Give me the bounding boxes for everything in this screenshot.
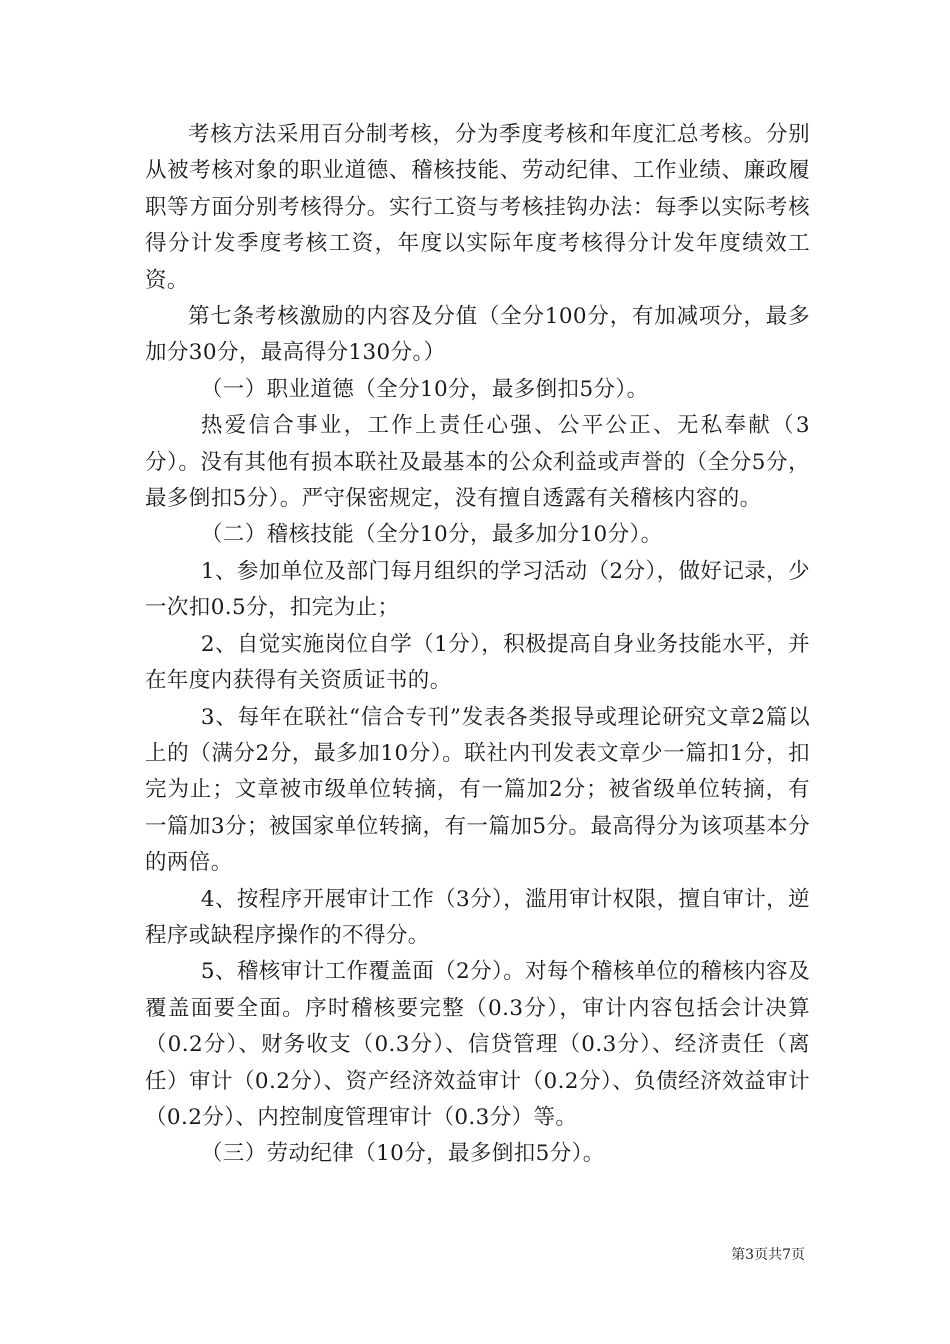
list-item-skills-3: 3、每年在联社“信合专刊”发表各类报导或理论研究文章2篇以上的（满分2分，最多加10分）。联社内刊发表文章少一篇扣1分，扣完为止；文章被市级单位转摘，有一篇加2分；被省级单位转摘，有一篇加3分；被国家单位转摘，有一篇加5分。最高得分为该项基本分的两倍。 xyxy=(145,704,810,876)
section-heading-audit-skills: （二）稽核技能（全分10分，最多加分10分）。 xyxy=(200,522,663,548)
paragraph-ethics-detail: 热爱信合事业，工作上责任心强、公平公正、无私奉献（3分）。没有其他有损本联社及最基本的公众利益或声誉的（全分5分，最多倒扣5分）。严守保密规定，没有擅自透露有关稽核内容的。 xyxy=(145,413,810,512)
list-item-skills-1: 1、参加单位及部门每月组织的学习活动（2分），做好记录，少一次扣0.5分，扣完为止； xyxy=(145,558,810,621)
section-heading-professional-ethics: （一）职业道德（全分10分，最多倒扣5分）。 xyxy=(200,376,649,402)
list-item-skills-2: 2、自觉实施岗位自学（1分），积极提高自身业务技能水平，并在年度内获得有关资质证书的。 xyxy=(145,631,810,694)
page-number: 第3页共7页 xyxy=(731,1247,805,1263)
list-item-skills-4: 4、按程序开展审计工作（3分），滥用审计权限，擅自审计，逆程序或缺程序操作的不得分。 xyxy=(145,886,810,948)
paragraph-article-7: 第七条考核激励的内容及分值（全分100分，有加减项分，最多加分30分，最高得分130分。） xyxy=(145,304,810,366)
document-body xyxy=(145,117,810,1173)
list-item-skills-5: 5、稽核审计工作覆盖面（2分）。对每个稽核单位的稽核内容及覆盖面要全面。序时稽核要完整（0.3分），审计内容包括会计决算（0.2分）、财务收支（0.3分）、信贷管理（0.3分）、经济责任（离任）审计（0.2分）、资产经济效益审计（0.2分）、负债经济效益审计（0.2分）、内控制度管理审计（0.3分）等。 xyxy=(145,959,810,1130)
paragraph-assessment-method: 考核方法采用百分制考核，分为季度考核和年度汇总考核。分别从被考核对象的职业道德、稽核技能、劳动纪律、工作业绩、廉政履职等方面分别考核得分。实行工资与考核挂钩办法：每季以实际考核得分计发季度考核工资，年度以实际年度考核得分计发年度绩效工资。 xyxy=(145,122,810,293)
section-heading-labor-discipline: （三）劳动纪律（10分，最多倒扣5分）。 xyxy=(200,1141,605,1167)
